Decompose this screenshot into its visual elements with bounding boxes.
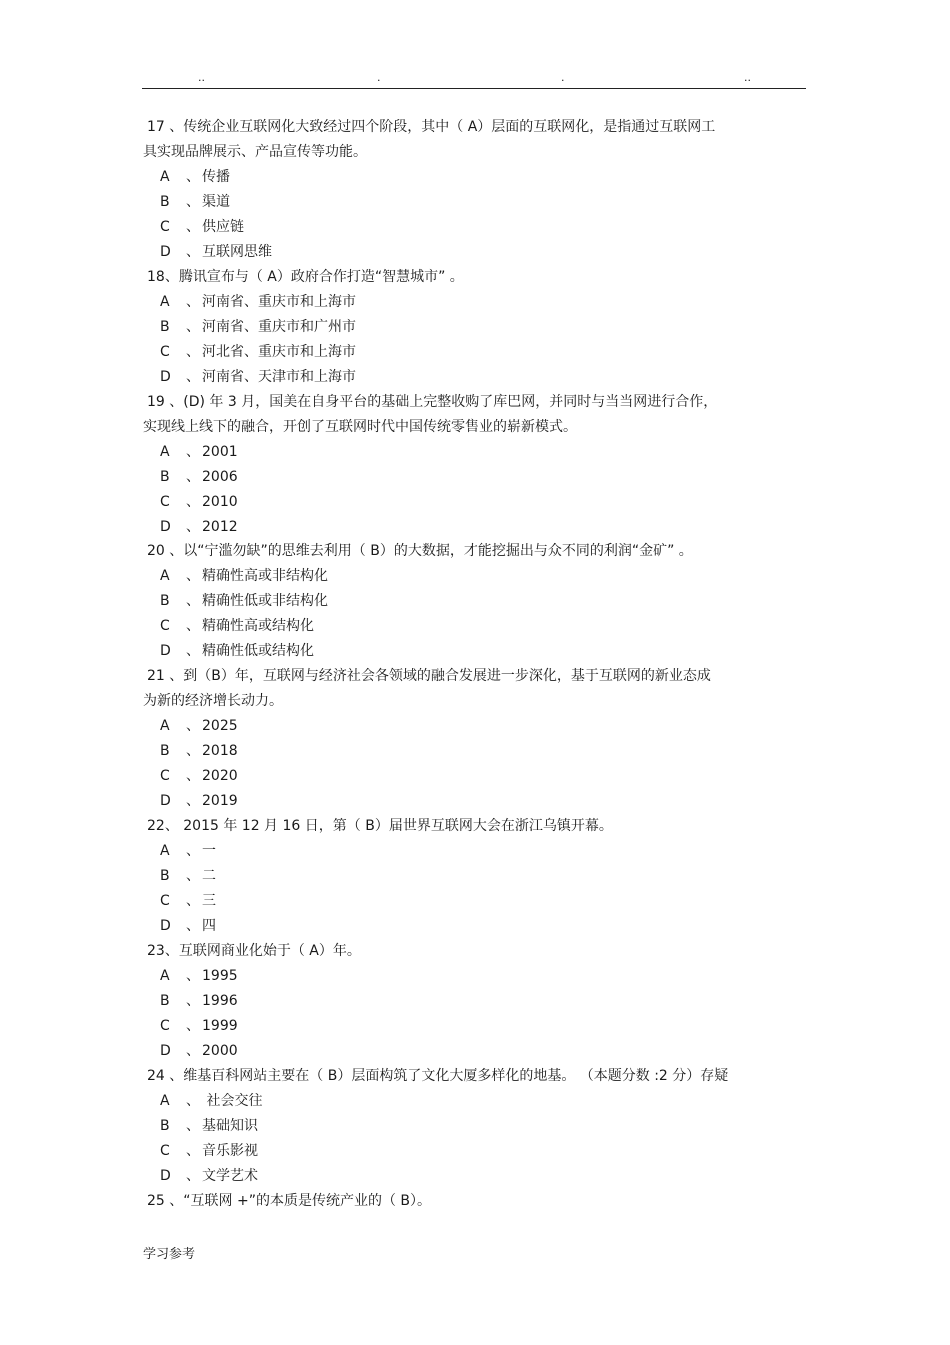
answer-option [143, 215, 807, 240]
option-text: 河南省、天津市和上海市 [202, 368, 356, 385]
option-separator: 、 [186, 992, 200, 1009]
header-dots-1: .. [198, 71, 205, 84]
option-text: 二 [202, 868, 216, 885]
question-block [143, 265, 807, 390]
option-letter: D [160, 643, 171, 660]
page-header [142, 60, 806, 89]
option-separator: 、 [186, 193, 200, 210]
option-text: 2006 [202, 468, 238, 485]
question-text-continued: 实现线上线下的融合，开创了互联网时代中国传统零售业的崭新模式。 [143, 418, 577, 435]
option-text: 渠道 [202, 193, 230, 210]
answer-option [143, 490, 807, 515]
question-block [143, 1064, 807, 1189]
option-letter: A [160, 718, 170, 735]
option-separator: 、 [186, 368, 200, 385]
option-text: 社会交往 [202, 1092, 263, 1109]
answer-option [143, 764, 807, 789]
question-text-continued: 为新的经济增长动力。 [143, 693, 283, 710]
answer-option [143, 1089, 807, 1114]
answer-option [143, 1164, 807, 1189]
answer-option [143, 914, 807, 939]
option-separator: 、 [186, 1142, 200, 1159]
option-letter: B [160, 992, 170, 1009]
option-separator: 、 [186, 1017, 200, 1034]
option-separator: 、 [186, 1092, 200, 1109]
option-letter: B [160, 1117, 170, 1134]
option-letter: A [160, 293, 170, 310]
answer-option [143, 365, 807, 390]
option-letter: A [160, 443, 170, 460]
option-letter: A [160, 1092, 170, 1109]
option-text: 精确性低或非结构化 [202, 593, 328, 610]
question-text: 17 、传统企业互联网化大致经过四个阶段，其中（ A）层面的互联网化，是指通过互联网工 [147, 119, 716, 135]
answer-option [143, 589, 807, 614]
option-text: 2010 [202, 493, 238, 510]
option-separator: 、 [186, 743, 200, 760]
option-text: 河北省、重庆市和上海市 [202, 343, 356, 360]
option-separator: 、 [186, 568, 200, 585]
answer-option [143, 614, 807, 639]
option-separator: 、 [186, 1167, 200, 1184]
option-separator: 、 [186, 1117, 200, 1134]
question-text: 20 、以“宁滥勿缺”的思维去利用（ B）的大数据，才能挖掘出与众不同的利润“金矿” 。 [147, 543, 693, 560]
answer-option [143, 789, 807, 814]
option-text: 2001 [202, 443, 238, 460]
answer-option [143, 714, 807, 739]
question-list [143, 115, 807, 1214]
question-text: 21 、到（B）年，互联网与经济社会各领域的融合发展进一步深化，基于互联网的新业态成 [147, 668, 711, 685]
answer-option [143, 515, 807, 540]
answer-option [143, 165, 807, 190]
answer-option [143, 440, 807, 465]
question-text-continued: 具实现品牌展示、产品宣传等功能。 [143, 143, 367, 160]
question-text: 25 、“互联网 +”的本质是传统产业的（ B）。 [147, 1192, 432, 1209]
answer-option [143, 1139, 807, 1164]
option-text: 四 [202, 918, 216, 934]
option-separator: 、 [186, 1042, 200, 1059]
option-letter: D [160, 1167, 171, 1184]
answer-option [143, 1039, 807, 1064]
option-letter: C [160, 218, 170, 235]
answer-option [143, 290, 807, 315]
question-block [143, 664, 807, 814]
option-text: 音乐影视 [202, 1142, 258, 1159]
option-text: 一 [202, 843, 216, 860]
option-letter: C [160, 768, 170, 785]
option-separator: 、 [186, 593, 200, 610]
option-text: 2012 [202, 518, 238, 535]
option-text: 供应链 [202, 218, 244, 235]
question-text: 18、腾讯宣布与（ A）政府合作打造“智慧城市” 。 [147, 268, 464, 285]
answer-option [143, 989, 807, 1014]
question-block [143, 539, 807, 664]
option-letter: D [160, 793, 171, 810]
option-separator: 、 [186, 768, 200, 785]
option-separator: 、 [186, 218, 200, 235]
option-separator: 、 [186, 718, 200, 735]
option-letter: B [160, 318, 170, 335]
option-letter: B [160, 593, 170, 610]
option-separator: 、 [186, 168, 200, 185]
question-block [143, 1189, 807, 1214]
answer-option [143, 839, 807, 864]
option-separator: 、 [186, 893, 200, 910]
option-text: 文学艺术 [202, 1167, 258, 1184]
option-separator: 、 [186, 318, 200, 335]
option-separator: 、 [186, 843, 200, 860]
answer-option [143, 889, 807, 914]
option-separator: 、 [186, 343, 200, 360]
answer-option [143, 864, 807, 889]
option-text: 2018 [202, 743, 238, 760]
answer-option [143, 639, 807, 664]
answer-option [143, 964, 807, 989]
option-text: 2025 [202, 718, 238, 735]
answer-option [143, 240, 807, 265]
option-text: 2000 [202, 1042, 238, 1059]
option-letter: C [160, 1017, 170, 1034]
option-letter: B [160, 743, 170, 760]
option-text: 精确性低或结构化 [202, 643, 314, 660]
option-text: 河南省、重庆市和上海市 [202, 293, 356, 310]
option-separator: 、 [186, 468, 200, 485]
option-text: 基础知识 [202, 1117, 258, 1134]
option-text: 精确性高或结构化 [202, 618, 314, 635]
option-text: 精确性高或非结构化 [202, 568, 328, 585]
option-letter: D [160, 918, 171, 934]
answer-option [143, 465, 807, 490]
question-text: 23、互联网商业化始于（ A）年。 [147, 942, 361, 959]
header-dots-4: .. [744, 71, 751, 84]
option-separator: 、 [186, 443, 200, 460]
option-text: 1996 [202, 992, 238, 1009]
option-letter: A [160, 568, 170, 585]
footer-note: 学习参考 [143, 1247, 196, 1262]
question-block [143, 939, 807, 1064]
option-separator: 、 [186, 868, 200, 885]
answer-option [143, 1114, 807, 1139]
option-letter: C [160, 343, 170, 360]
option-letter: D [160, 243, 171, 260]
option-letter: C [160, 893, 170, 910]
option-separator: 、 [186, 493, 200, 510]
answer-option [143, 739, 807, 764]
question-block [143, 390, 807, 540]
option-separator: 、 [186, 793, 200, 810]
answer-option [143, 1014, 807, 1039]
answer-option [143, 315, 807, 340]
option-letter: C [160, 493, 170, 510]
option-separator: 、 [186, 967, 200, 984]
option-text: 互联网思维 [202, 243, 272, 260]
question-block [143, 814, 807, 939]
option-text: 传播 [202, 168, 230, 185]
header-dots-3: . [561, 71, 565, 84]
option-letter: D [160, 518, 171, 535]
option-text: 1999 [202, 1017, 238, 1034]
answer-option [143, 564, 807, 589]
question-text: 24 、维基百科网站主要在（ B）层面构筑了文化大厦多样化的地基。 （本题分数 :2 分）存疑 [147, 1067, 729, 1084]
option-letter: C [160, 1142, 170, 1159]
option-letter: B [160, 868, 170, 885]
option-separator: 、 [186, 618, 200, 635]
option-letter: A [160, 843, 170, 860]
option-separator: 、 [186, 918, 200, 934]
option-letter: A [160, 967, 170, 984]
option-letter: D [160, 1042, 171, 1059]
option-separator: 、 [186, 243, 200, 260]
option-letter: D [160, 368, 171, 385]
option-text: 2019 [202, 793, 238, 810]
option-text: 河南省、重庆市和广州市 [202, 318, 356, 335]
question-text: 19 、(D) 年 3 月，国美在自身平台的基础上完整收购了库巴网，并同时与当当网进行合作， [147, 393, 718, 410]
question-text: 22、 2015 年 12 月 16 日，第（ B）届世界互联网大会在浙江乌镇开幕。 [147, 818, 613, 835]
option-separator: 、 [186, 518, 200, 535]
header-dots-2: . [377, 71, 381, 84]
answer-option [143, 340, 807, 365]
option-text: 1995 [202, 967, 238, 984]
option-text: 2020 [202, 768, 238, 785]
option-separator: 、 [186, 643, 200, 660]
question-block [143, 115, 807, 265]
option-letter: B [160, 193, 170, 210]
option-separator: 、 [186, 293, 200, 310]
answer-option [143, 190, 807, 215]
option-letter: A [160, 168, 170, 185]
option-letter: B [160, 468, 170, 485]
option-text: 三 [202, 893, 216, 910]
option-letter: C [160, 618, 170, 635]
